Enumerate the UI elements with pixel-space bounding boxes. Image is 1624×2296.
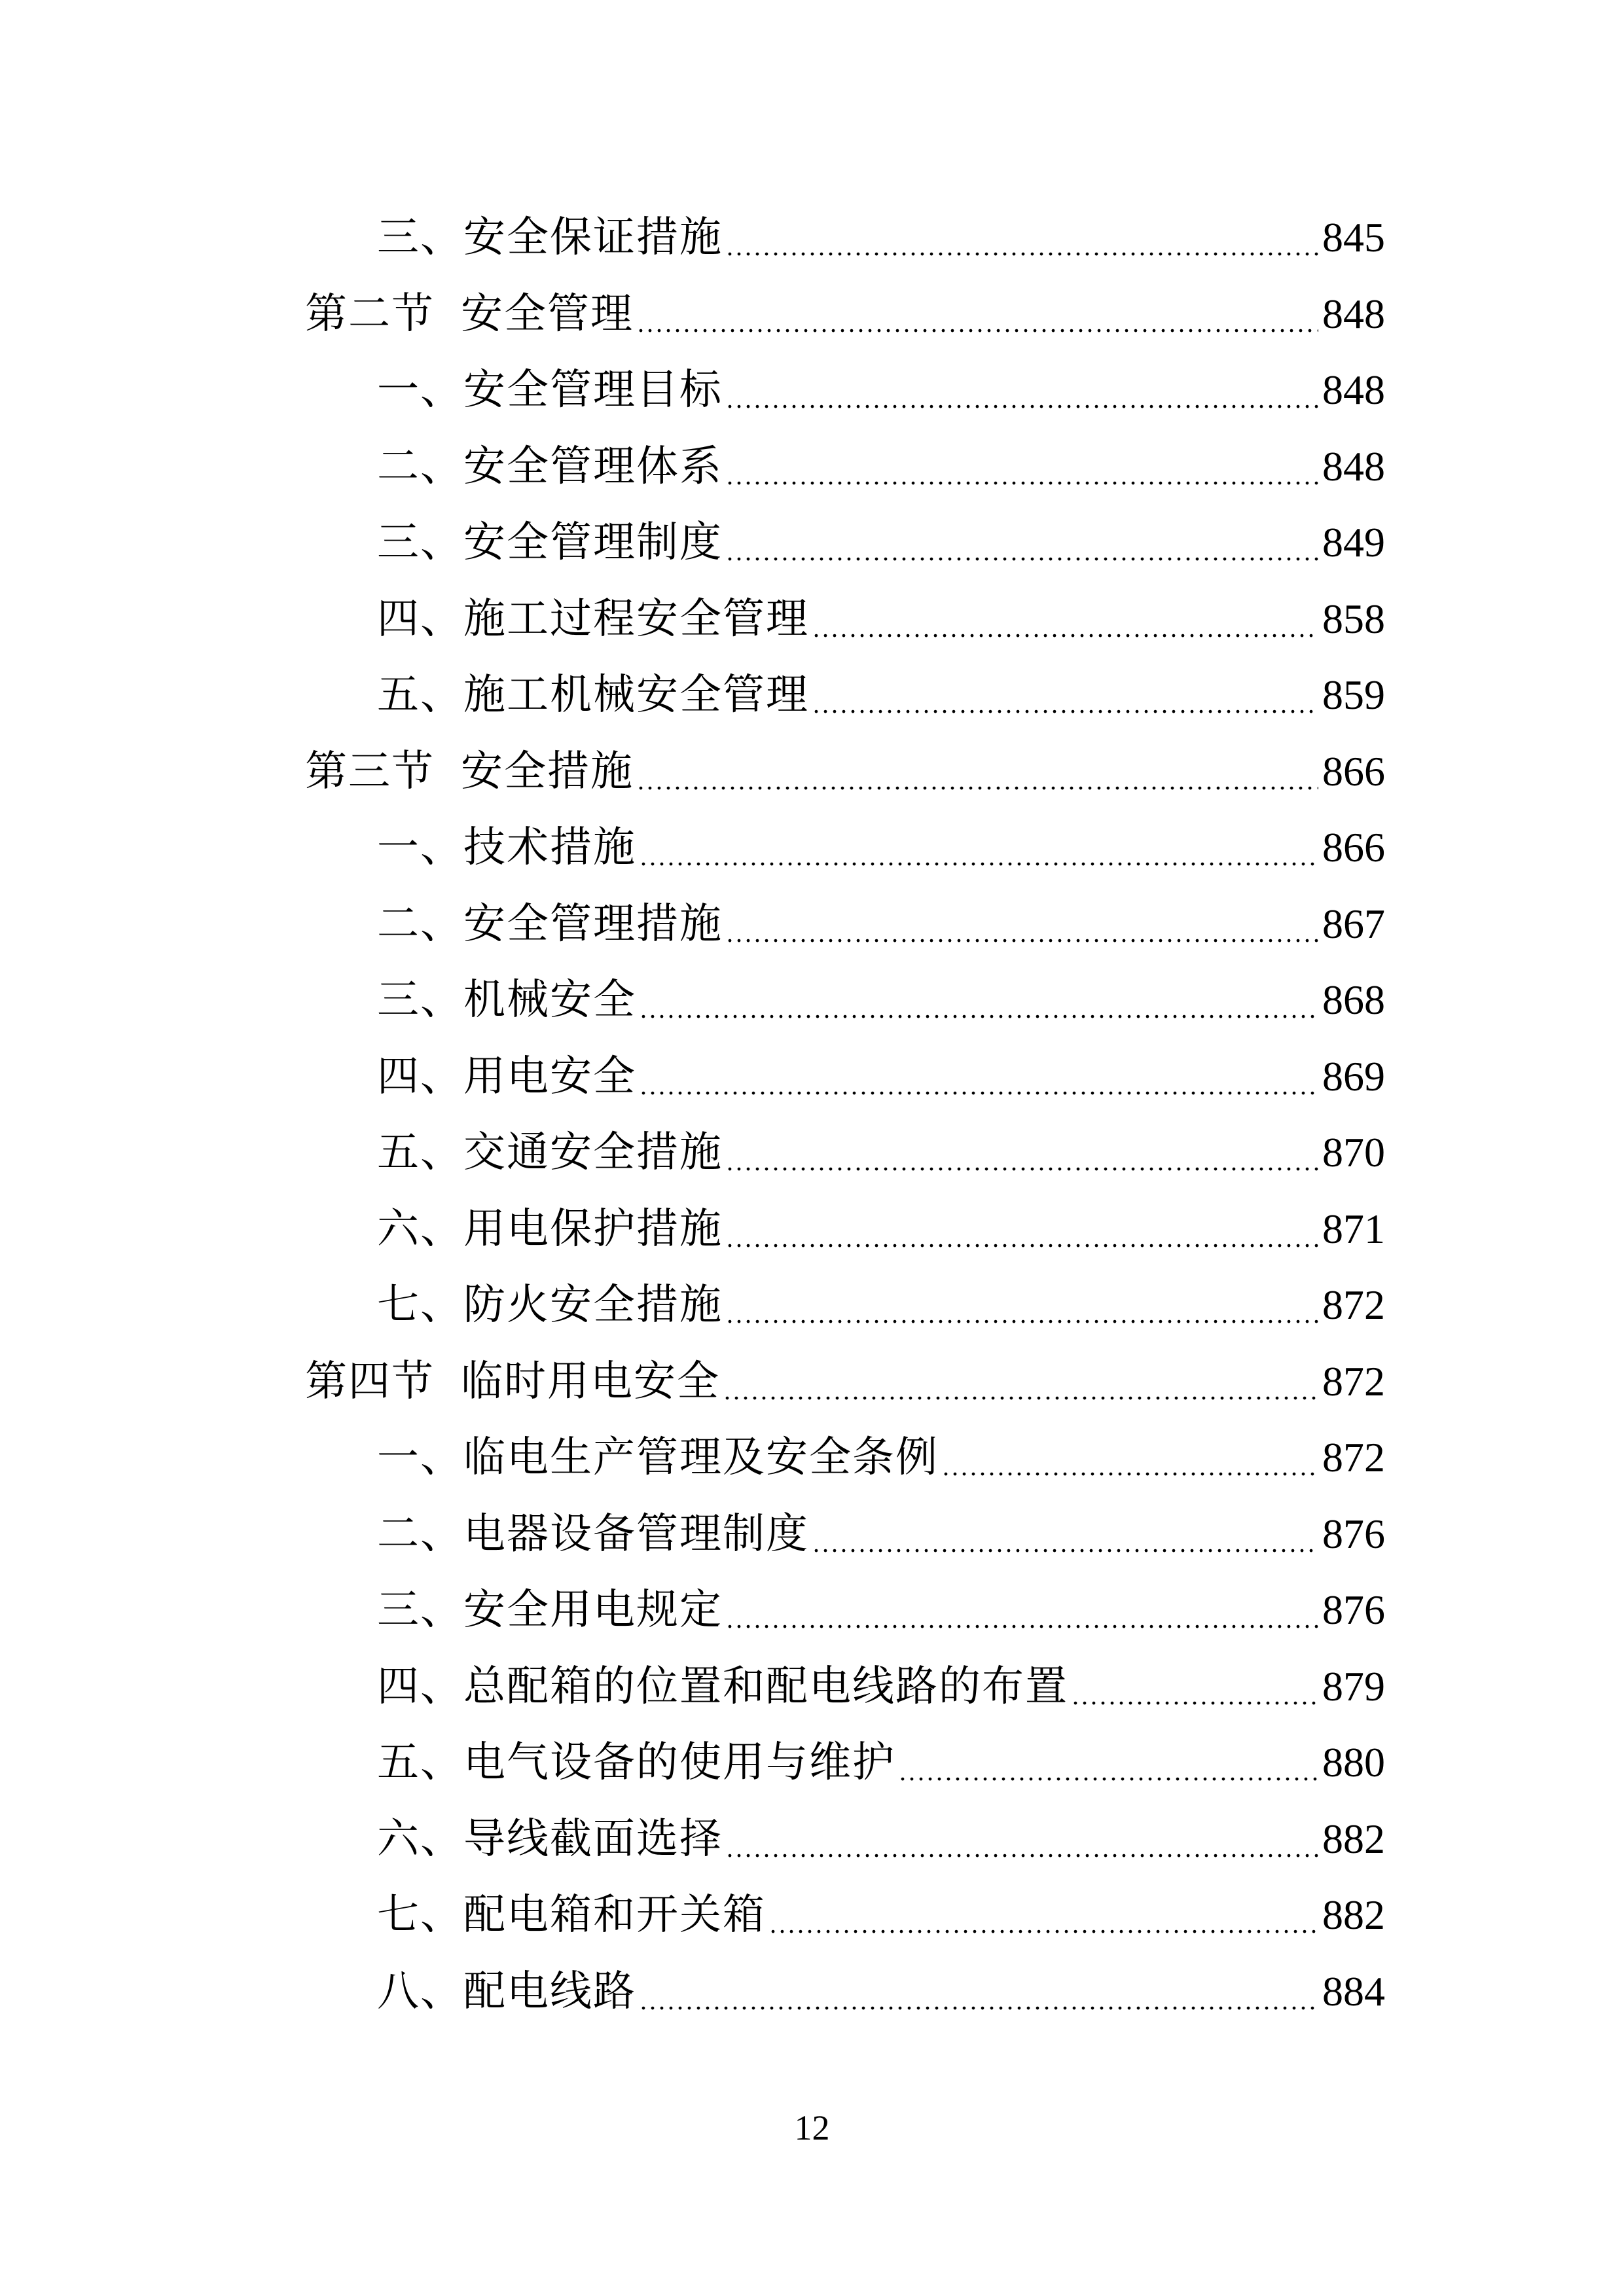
toc-section-entry[interactable] (305, 734, 1385, 810)
toc-page-number: 858 (1322, 595, 1385, 642)
toc-leader-dots (638, 768, 1318, 794)
toc-page-number: 849 (1322, 519, 1385, 566)
toc-section-label: 第二节 (305, 289, 435, 338)
toc-entry[interactable] (305, 1039, 1385, 1115)
toc-entry[interactable] (305, 429, 1385, 505)
toc-entry[interactable] (305, 1725, 1385, 1801)
toc-leader-dots (638, 310, 1318, 336)
toc-page-number: 866 (1322, 824, 1385, 871)
toc-entry-title: 八、配电线路 (377, 1967, 636, 2016)
toc-page-number: 867 (1322, 900, 1385, 947)
toc-entry[interactable] (305, 1496, 1385, 1573)
toc-entry[interactable] (305, 1191, 1385, 1268)
toc-leader-dots (640, 844, 1318, 870)
toc-leader-dots (640, 1073, 1318, 1099)
toc-page-number: 845 (1322, 214, 1385, 261)
toc-entry[interactable] (305, 1649, 1385, 1725)
toc-leader-dots (727, 920, 1318, 946)
toc-page-number: 880 (1322, 1739, 1385, 1786)
toc-entry-title: 一、技术措施 (377, 823, 636, 872)
toc-page-number: 859 (1322, 672, 1385, 719)
toc-entry-title: 二、电器设备管理制度 (377, 1509, 809, 1558)
toc-leader-dots (813, 1530, 1318, 1556)
toc-page-number: 866 (1322, 747, 1385, 795)
toc-entry-title: 六、导线截面选择 (377, 1814, 723, 1863)
toc-section-name: 临时用电安全 (461, 1357, 720, 1406)
toc-page-number: 868 (1322, 977, 1385, 1024)
toc-entry[interactable] (305, 581, 1385, 658)
toc-leader-dots (727, 463, 1318, 489)
toc-entry-title: 五、交通安全措施 (377, 1128, 723, 1177)
toc-section-label: 第四节 (305, 1357, 435, 1406)
toc-page-number: 848 (1322, 290, 1385, 337)
toc-page-number: 872 (1322, 1434, 1385, 1481)
page-footer-number: 12 (794, 2108, 830, 2147)
toc-leader-dots (727, 234, 1318, 260)
toc-page-number: 879 (1322, 1662, 1385, 1710)
toc-section-title (305, 289, 634, 338)
toc-section-title (305, 747, 634, 796)
toc-leader-dots (727, 1835, 1318, 1861)
toc-page-number: 882 (1322, 1892, 1385, 1939)
toc-entry-title: 四、施工过程安全管理 (377, 594, 809, 643)
toc-leader-dots (727, 1606, 1318, 1632)
toc-entry-title: 五、施工机械安全管理 (377, 671, 809, 720)
toc-entry-title: 二、安全管理措施 (377, 899, 723, 948)
toc-page-number: 870 (1322, 1129, 1385, 1176)
toc-leader-dots (724, 1378, 1318, 1404)
toc-entry[interactable] (305, 962, 1385, 1039)
toc-entry[interactable] (305, 1801, 1385, 1878)
toc-entry-title: 二、安全管理体系 (377, 442, 723, 491)
toc-leader-dots (727, 539, 1318, 565)
toc-leader-dots (813, 615, 1318, 641)
toc-entry[interactable] (305, 505, 1385, 581)
toc-entry-title: 四、总配箱的位置和配电线路的布置 (377, 1662, 1068, 1711)
toc-entry-title: 一、安全管理目标 (377, 366, 723, 415)
toc-section-name: 安全措施 (461, 747, 634, 796)
toc-entry-title: 四、用电安全 (377, 1052, 636, 1101)
toc-section-entry[interactable] (305, 1344, 1385, 1420)
toc-page-number: 876 (1322, 1510, 1385, 1557)
toc-page-number: 876 (1322, 1587, 1385, 1634)
toc-section-title (305, 1357, 720, 1406)
toc-leader-dots (727, 1149, 1318, 1175)
toc-leader-dots (770, 1911, 1318, 1937)
toc-leader-dots (813, 691, 1318, 717)
toc-entry[interactable] (305, 1420, 1385, 1496)
toc-entry-title: 三、安全管理制度 (377, 518, 723, 567)
toc-leader-dots (727, 386, 1318, 412)
toc-leader-dots (640, 996, 1318, 1022)
toc-entry[interactable] (305, 1572, 1385, 1649)
toc-entry[interactable] (305, 657, 1385, 734)
toc-page-number: 872 (1322, 1357, 1385, 1405)
toc-entry[interactable] (305, 1267, 1385, 1344)
toc-entry[interactable] (305, 1954, 1385, 2030)
toc-section-name: 安全管理 (461, 289, 634, 338)
toc-entry[interactable] (305, 1115, 1385, 1191)
toc-leader-dots (640, 1988, 1318, 2014)
toc-page-number: 848 (1322, 367, 1385, 414)
toc-entry-title: 五、电气设备的使用与维护 (377, 1738, 895, 1787)
toc-leader-dots (943, 1454, 1318, 1480)
toc-entry-title: 三、机械安全 (377, 976, 636, 1025)
toc-leader-dots (727, 1225, 1318, 1251)
toc-leader-dots (899, 1759, 1318, 1785)
toc-entry-title: 七、配电箱和开关箱 (377, 1891, 766, 1940)
toc-entry-title: 三、安全保证措施 (377, 213, 723, 262)
toc-entry-title: 三、安全用电规定 (377, 1586, 723, 1635)
toc-page-number: 882 (1322, 1815, 1385, 1862)
toc-page-number: 871 (1322, 1205, 1385, 1252)
toc-leader-dots (1072, 1683, 1318, 1709)
toc-entry[interactable] (305, 1877, 1385, 1954)
toc-entry[interactable] (305, 352, 1385, 429)
toc-page-number: 869 (1322, 1052, 1385, 1100)
table-of-contents (305, 200, 1385, 2030)
toc-page-number: 884 (1322, 1967, 1385, 2015)
toc-page-number: 848 (1322, 442, 1385, 490)
toc-entry[interactable] (305, 886, 1385, 963)
toc-entry-title: 六、用电保护措施 (377, 1204, 723, 1253)
toc-entry[interactable] (305, 200, 1385, 276)
toc-entry[interactable] (305, 810, 1385, 886)
toc-entry-title: 七、防火安全措施 (377, 1281, 723, 1330)
toc-section-label: 第三节 (305, 747, 435, 796)
toc-leader-dots (727, 1301, 1318, 1327)
toc-entry-title: 一、临电生产管理及安全条例 (377, 1433, 939, 1482)
toc-page-number: 872 (1322, 1282, 1385, 1329)
toc-section-entry[interactable] (305, 276, 1385, 353)
